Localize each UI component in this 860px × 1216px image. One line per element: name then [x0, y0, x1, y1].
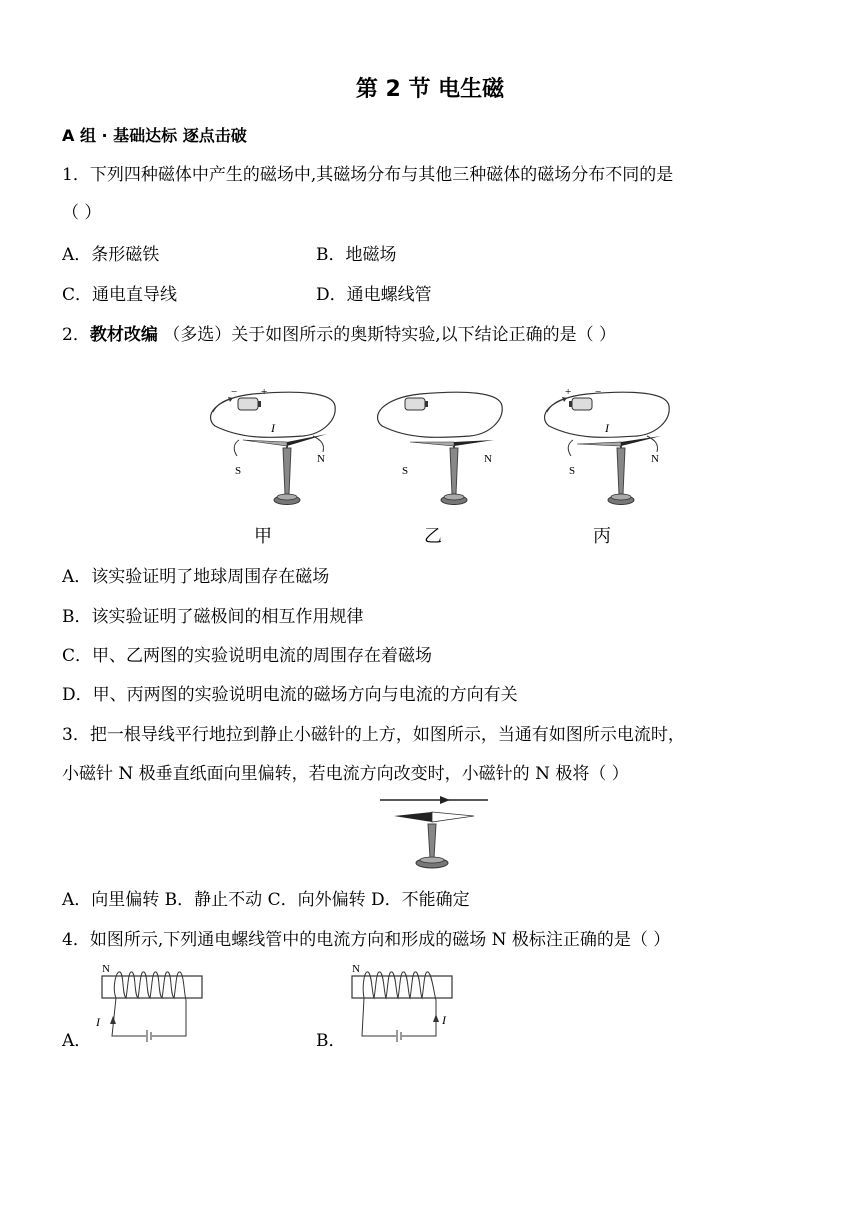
north-label: N: [317, 453, 325, 465]
question-4-option-b: B．: [316, 1031, 346, 1051]
figure-yi: [378, 392, 503, 504]
question-2-stem: [62, 320, 616, 345]
solenoid-figure-a: [92, 958, 212, 1042]
question-1-option-c: C．通电直导线: [62, 285, 178, 305]
group-heading: A 组 · 基础达标 逐点击破: [62, 126, 247, 145]
caption-yi: 乙: [424, 526, 442, 547]
current-label: I: [96, 1015, 100, 1029]
south-label: S: [235, 465, 242, 477]
question-2-number: 2．: [62, 325, 90, 345]
caption-bing: 丙: [593, 526, 611, 547]
current-label: I: [605, 421, 609, 435]
minus-label: −: [231, 386, 238, 398]
question-4-stem: 4．如图所示,下列通电螺线管中的电流方向和形成的磁场 N 极标注正确的是（ ）: [62, 930, 671, 950]
page-title: 第 2 节 电生磁: [355, 77, 505, 102]
question-3-stem-line-2: 小磁针 N 极垂直纸面向里偏转，若电流方向改变时，小磁针的 N 极将（ ）: [62, 764, 629, 784]
question-3-stem-line-1: 3．把一根导线平行地拉到静止小磁针的上方，如图所示，当通有如图所示电流时，: [62, 725, 685, 745]
figure-bing: [545, 386, 670, 505]
north-label: N: [352, 963, 360, 975]
current-label: I: [442, 1013, 446, 1027]
question-3-options: A．向里偏转 B．静止不动 C．向外偏转 D．不能确定: [62, 890, 470, 910]
minus-label: −: [595, 386, 602, 398]
figure-jia: [211, 386, 336, 505]
plus-label: +: [565, 386, 572, 398]
question-2-option-c: C．甲、乙两图的实验说明电流的周围存在着磁场: [62, 646, 433, 666]
north-label: N: [484, 453, 492, 465]
solenoid-figure-b: [344, 958, 464, 1042]
question-1-option-a: A．条形磁铁: [62, 245, 160, 265]
question-4-option-a: A．: [62, 1031, 92, 1051]
question-1-bracket: （ ）: [62, 203, 102, 223]
question-2-option-d: D．甲、丙两图的实验说明电流的磁场方向与电流的方向有关: [62, 685, 518, 705]
south-label: S: [402, 465, 409, 477]
oersted-experiment-figure: [195, 380, 675, 510]
question-2-text: （多选）关于如图所示的奥斯特实验,以下结论正确的是（ ）: [163, 325, 617, 345]
caption-jia: 甲: [254, 526, 272, 547]
question-1-option-d: D．通电螺线管: [316, 285, 432, 305]
north-label: N: [651, 453, 659, 465]
question-1-stem: 1．下列四种磁体中产生的磁场中,其磁场分布与其他三种磁体的磁场分布不同的是: [62, 165, 674, 185]
north-label: N: [102, 963, 110, 975]
question-2-option-a: A．该实验证明了地球周围存在磁场: [62, 567, 330, 587]
question-1-option-b: B．地磁场: [316, 245, 397, 265]
wire-over-compass-figure: [378, 794, 490, 870]
question-2-tag: 教材改编: [89, 325, 158, 345]
question-2-option-b: B．该实验证明了磁极间的相互作用规律: [62, 607, 364, 627]
current-label: I: [271, 421, 275, 435]
plus-label: +: [261, 386, 268, 398]
south-label: S: [569, 465, 576, 477]
